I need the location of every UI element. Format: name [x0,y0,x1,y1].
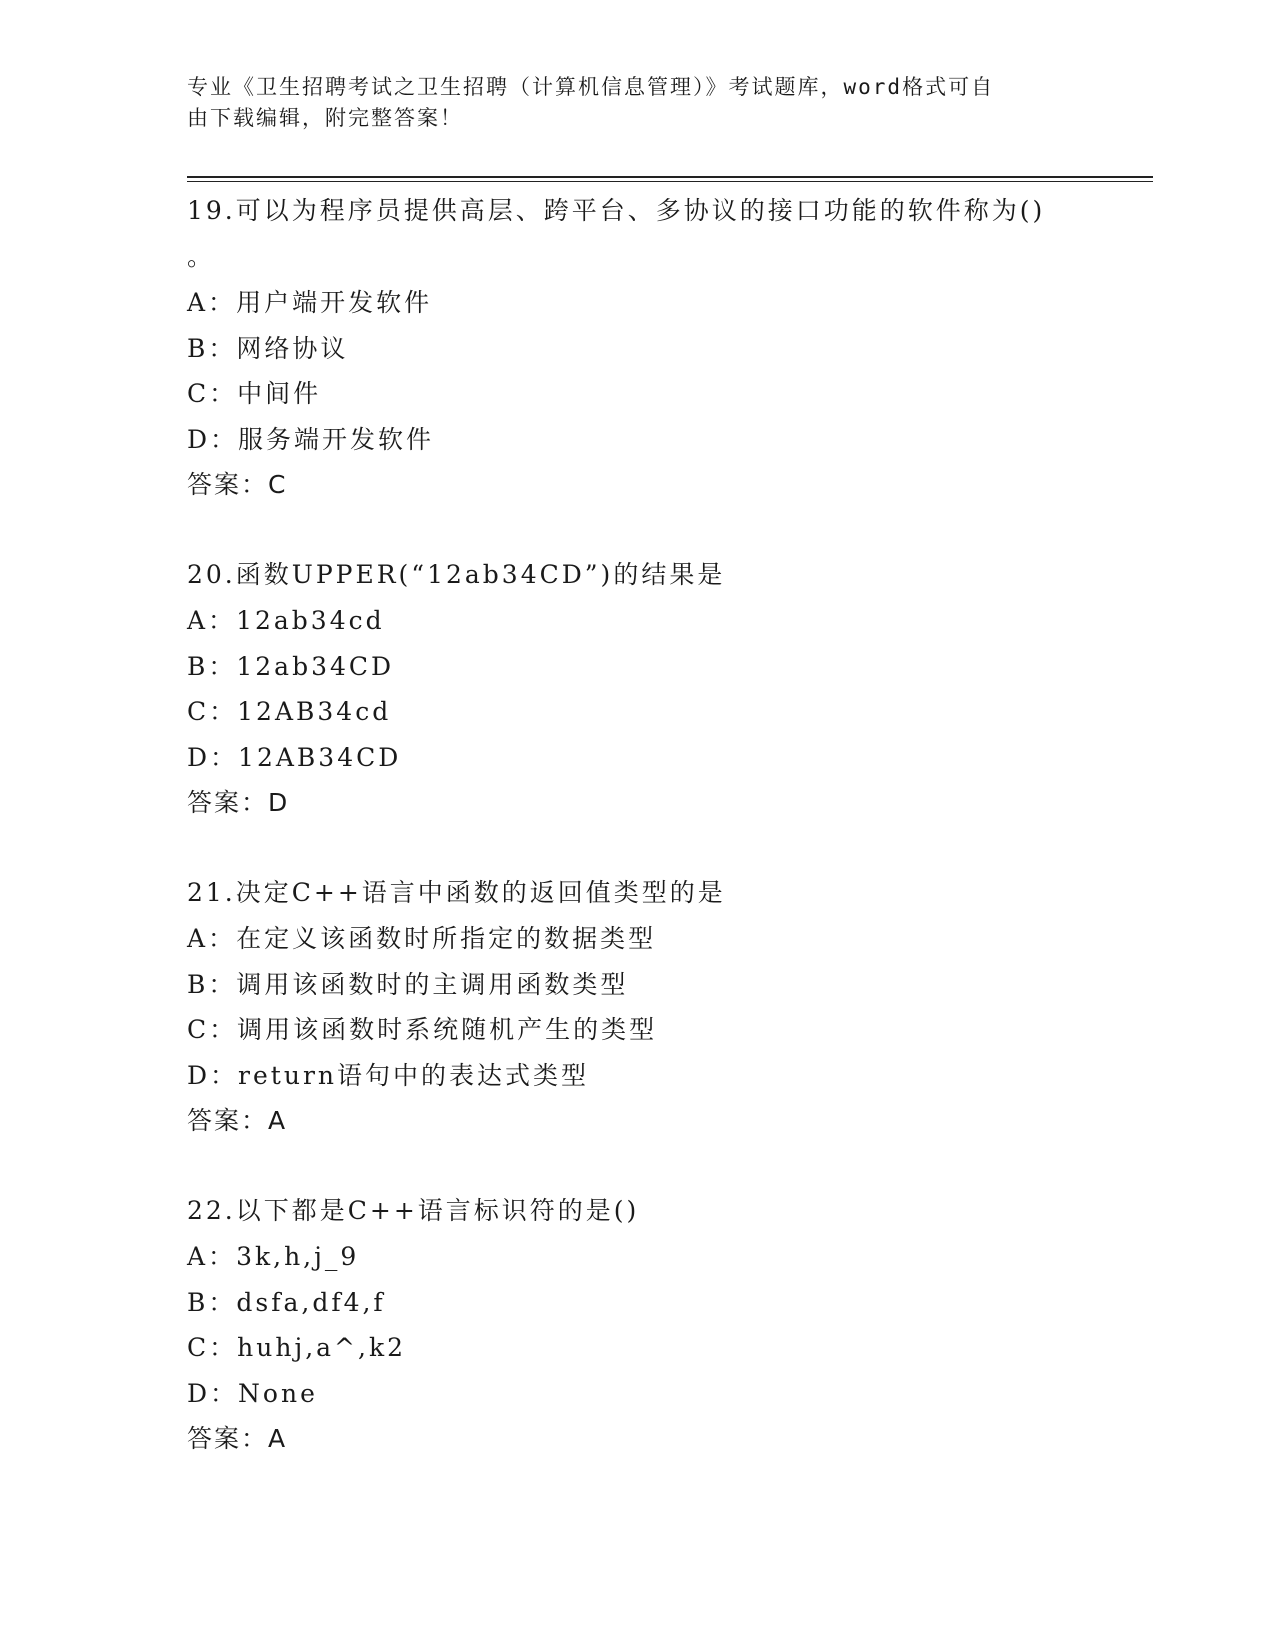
answer-line: 答案：D [187,788,290,817]
question-22 [187,1188,1087,1461]
option-d [187,1371,1087,1417]
header-line-1: 专业《卫生招聘考试之卫生招聘（计算机信息管理）》考试题库，word格式可自 [187,75,995,99]
option-key: B： [187,333,237,363]
answer-line: 答案：A [187,1106,288,1135]
option-text: 12ab34CD [236,651,395,681]
option-text: return语句中的表达式类型 [238,1060,589,1090]
option-text: 中间件 [237,379,322,408]
option-text: 12AB34cd [237,697,392,726]
option-key: A： [187,606,237,635]
header-divider-thick [187,176,1153,178]
option-text: 网络协议 [236,333,349,363]
option-text: None [238,1378,318,1408]
option-key: C： [187,1015,238,1044]
option-text: 12ab34cd [236,606,385,635]
option-text: dsfa,df4,f [236,1287,386,1317]
option-key: D： [187,424,239,454]
question-stem: 20.函数UPPER(“12ab34CD”)的结果是 [187,560,726,589]
option-c [187,1007,1087,1053]
option-key: B： [187,969,237,999]
option-key: C： [187,1333,238,1362]
option-key: A： [187,1242,237,1271]
question-stem: 21.决定C++语言中函数的返回值类型的是 [187,878,726,907]
option-c [187,689,1087,735]
answer-line: 答案：A [187,1424,288,1453]
option-b [187,1280,1087,1326]
option-text: 服务端开发软件 [238,424,435,454]
option-key: B： [187,1287,237,1317]
option-key: C： [187,697,238,726]
question-stem-continuation: 。 [187,242,216,271]
option-c [187,371,1087,417]
option-a [187,598,1087,644]
option-text: huhj,a^,k2 [237,1333,406,1362]
option-key: D： [187,1060,239,1090]
option-key: D： [187,1378,239,1408]
option-text: 12AB34CD [238,742,402,772]
question-21 [187,870,1087,1143]
option-a [187,916,1087,962]
header-line-2: 由下载编辑，附完整答案！ [187,106,463,130]
option-text: 在定义该函数时所指定的数据类型 [236,924,657,953]
question-20 [187,552,1087,825]
answer-line: 答案：C [187,470,288,499]
option-text: 调用该函数时的主调用函数类型 [236,969,629,999]
question-list [187,188,1087,1506]
option-key: B： [187,651,237,681]
option-a [187,280,1087,326]
option-b [187,962,1087,1008]
option-key: D： [187,742,239,772]
option-text: 用户端开发软件 [236,288,433,317]
option-b [187,326,1087,372]
option-d [187,735,1087,781]
option-a [187,1234,1087,1280]
document-header [187,72,1067,134]
option-d [187,1053,1087,1099]
option-c [187,1325,1087,1371]
header-divider-thin [187,181,1153,182]
option-d [187,417,1087,463]
option-key: A： [187,288,237,317]
question-stem: 22.以下都是C++语言标识符的是() [187,1196,640,1225]
option-key: C： [187,379,238,408]
question-stem: 19.可以为程序员提供高层、跨平台、多协议的接口功能的软件称为() [187,196,1046,225]
question-19 [187,188,1087,507]
option-b [187,644,1087,690]
option-text: 调用该函数时系统随机产生的类型 [237,1015,658,1044]
option-key: A： [187,924,237,953]
option-text: 3k,h,j_9 [236,1242,360,1271]
